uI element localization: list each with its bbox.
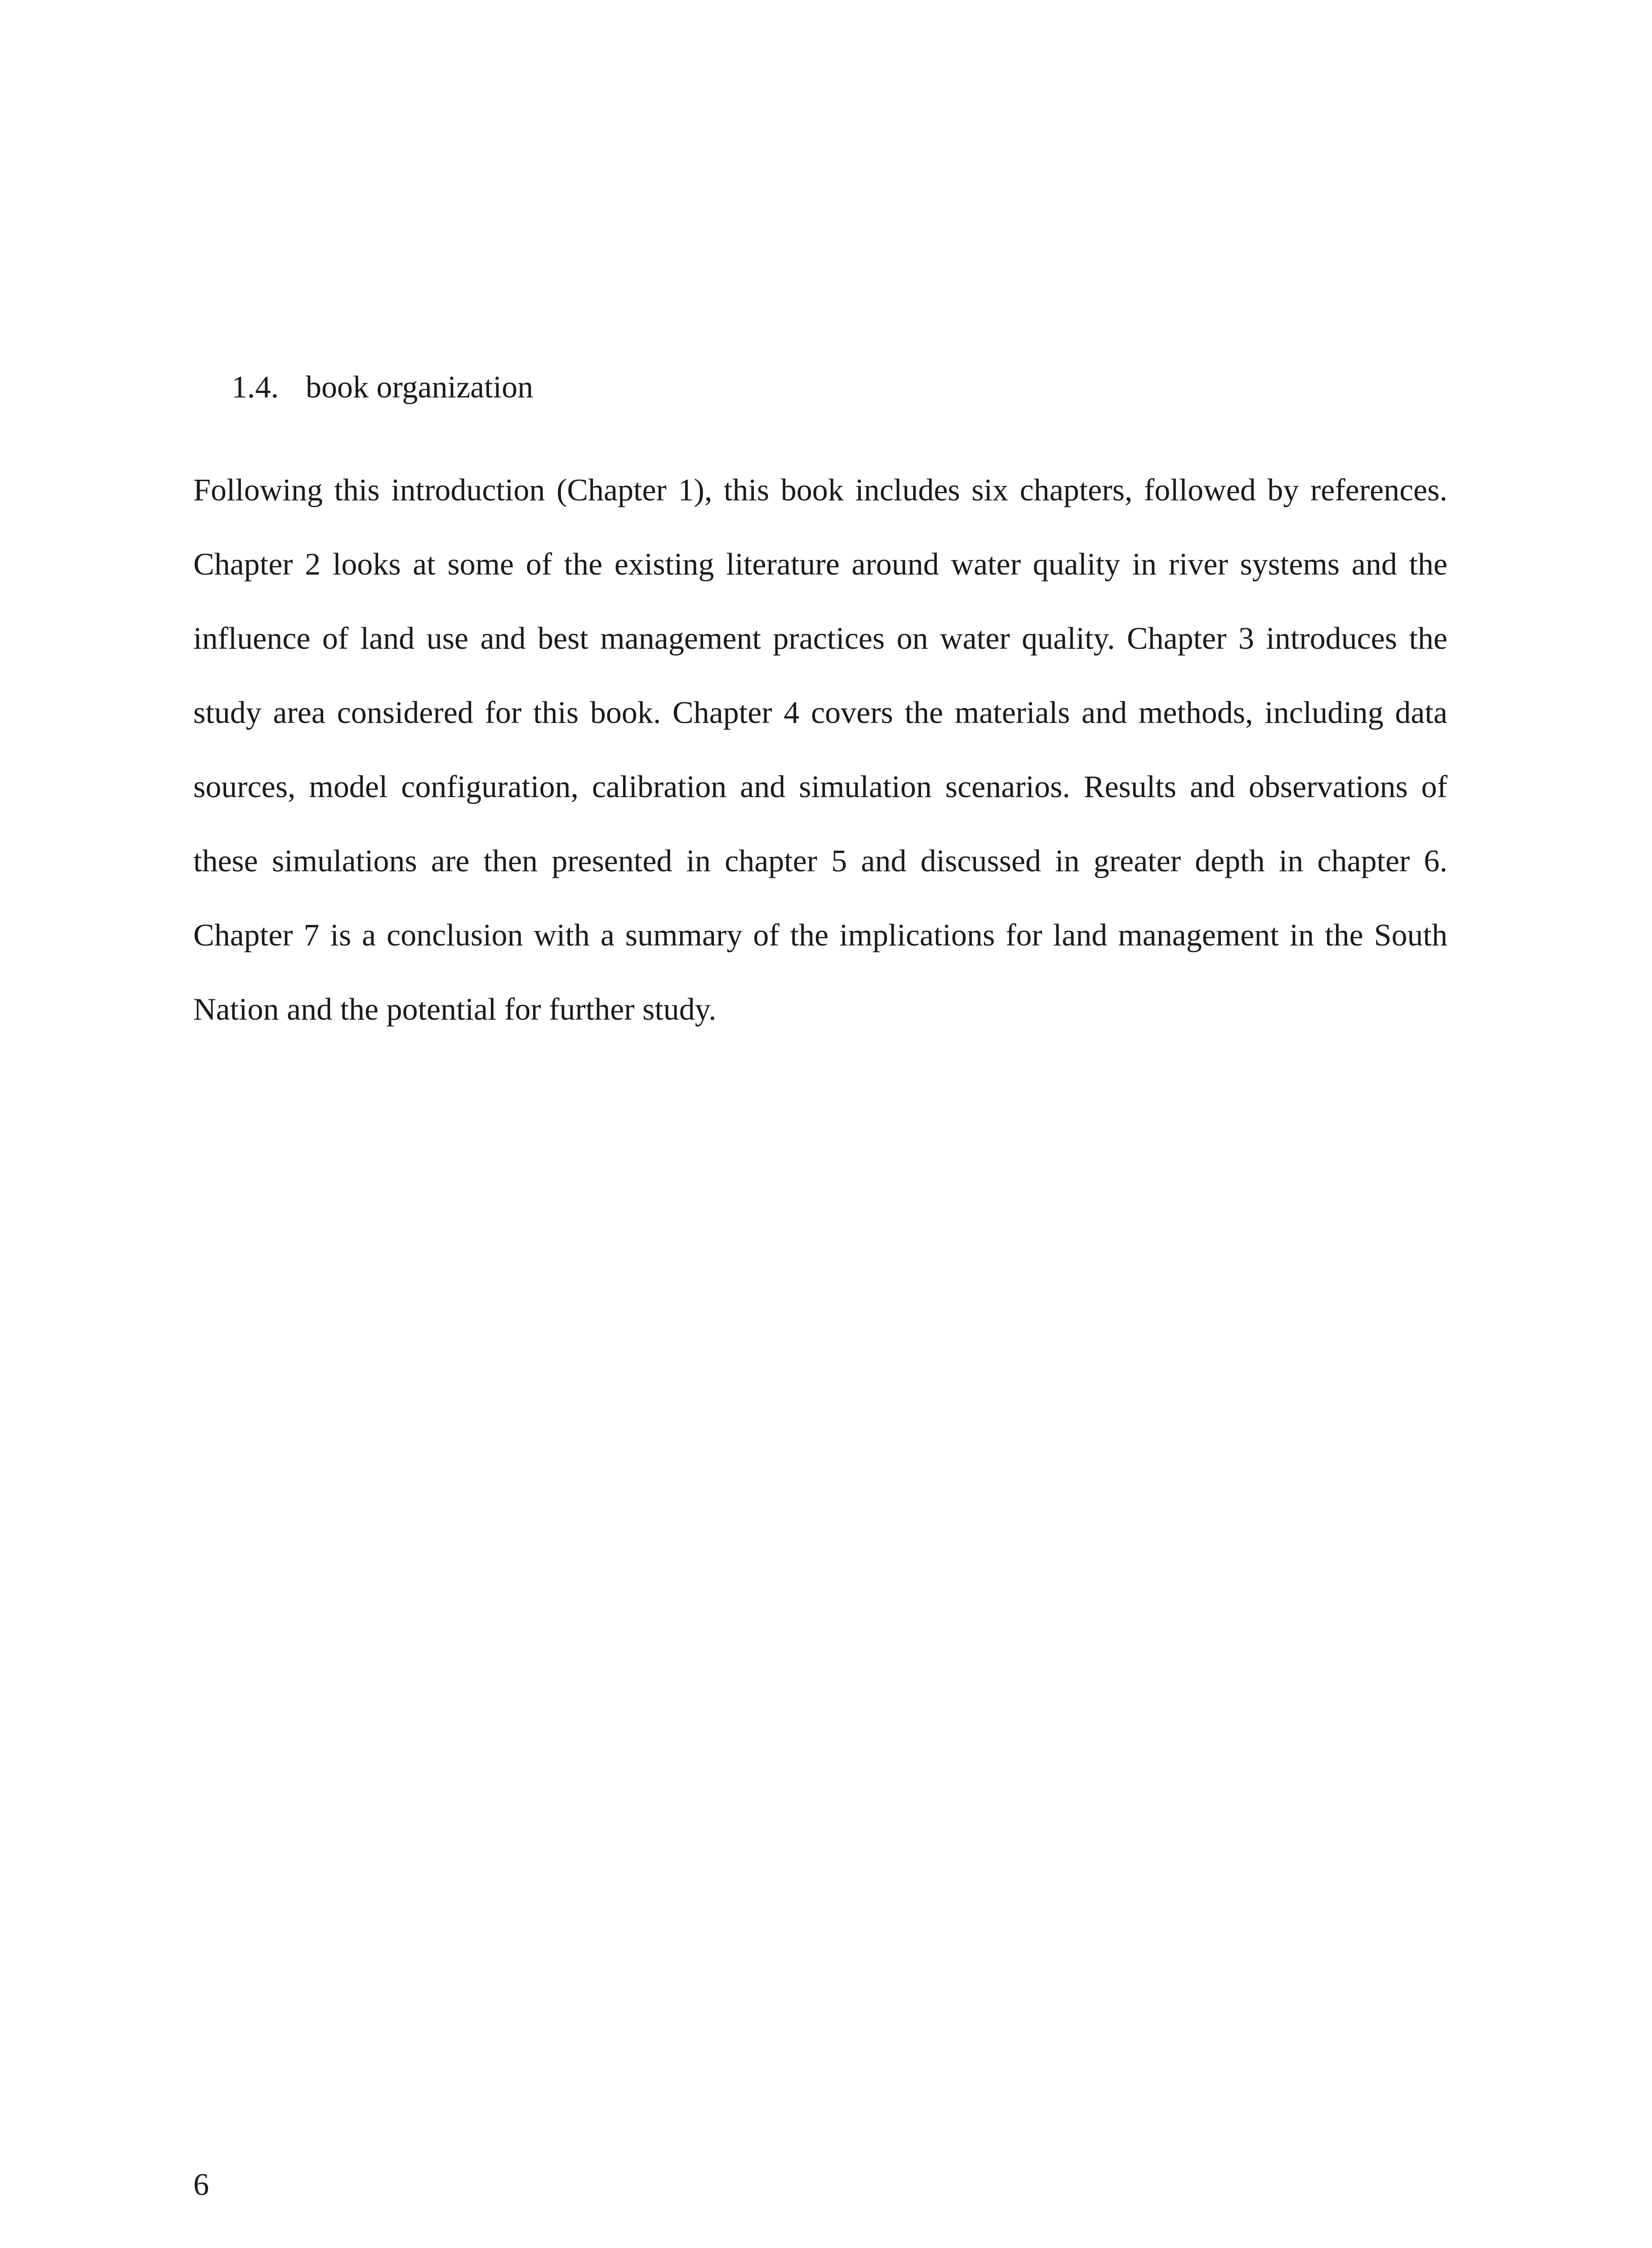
page-number: 6: [193, 2168, 209, 2202]
section-number: 1.4.: [232, 370, 279, 405]
section-title: book organization: [306, 370, 534, 405]
section-heading: [232, 365, 533, 410]
body-paragraph: Following this introduction (Chapter 1), this book includes six chapters, followed by references. Chapter 2 looks at some of the existing literature around water quality in river systems and the influence of land use and best management practices on water quality. Chapter 3 introduces the study area considered for this book. Chapter 4 covers the materials and methods, including data sources, model configuration, calibration and simulation scenarios. Results and observations of these simulations are then presented in chapter 5 and discussed in greater depth in chapter 6. Chapter 7 is a conclusion with a summary of the implications for land management in the South Nation and the potential for further study.: [193, 473, 1447, 1027]
